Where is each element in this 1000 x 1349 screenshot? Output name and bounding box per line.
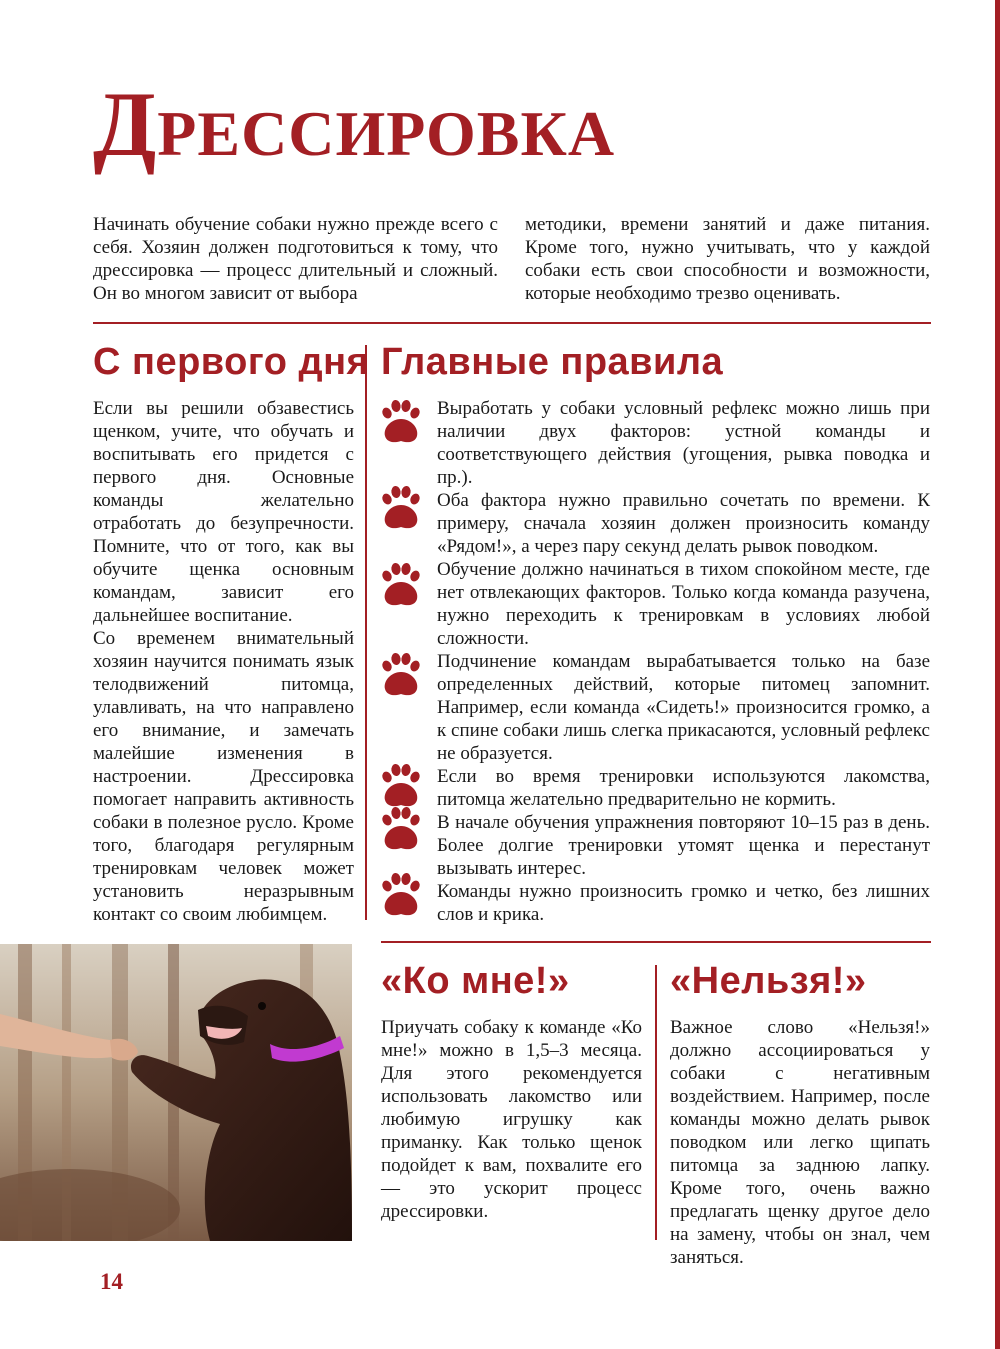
rule-item — [380, 811, 930, 880]
rule-item — [380, 558, 930, 650]
main-rules-list — [380, 397, 930, 926]
divider-top — [93, 322, 931, 324]
rule-item — [380, 489, 930, 558]
come-here-text: Приучать собаку к команде «Ко мне!» можно в 1,5–3 месяца. Для этого рекомендуется использовать лакомство или любимую игрушку как приманку. Как только щенок подойдет к вам, похвалите его — это ускорит процесс дрессировки. — [381, 1017, 642, 1222]
come-here-heading: «Ко мне!» — [381, 960, 570, 1002]
page-number: 14 — [100, 1269, 123, 1294]
divider-bottom — [381, 941, 931, 943]
page-edge-stripe — [995, 0, 1000, 1349]
first-day-paragraph: Со временем внимательный хозяин научится понимать язык телодвижений питомца, улавливать, на что направлено его внимание, и замечать малейшие изменения в настроении. Дрессировка помогает направить активность собаки в полезное русло. Кроме того, благодаря регулярным тренировкам человек может установить неразрывным контакт со своим любимцем. — [93, 628, 354, 925]
paw-icon — [380, 485, 422, 531]
intro-right-text: методики, времени занятий и даже питания. Кроме того, нужно учитывать, что у каждой собаки есть свои способности и возможности, которые необходимо трезво оценивать. — [525, 214, 930, 304]
no-command-text: Важное слово «Нельзя!» должно ассоциироваться у собаки с негативным воздействием. Например, после команды можно делать рывок поводком или легко щипать питомца за заднюю лапку. Кроме того, очень важно предлагать щенку другое дело на замену, чтобы он знал, чем заняться. — [670, 1017, 930, 1268]
paw-icon — [380, 872, 422, 918]
paw-icon — [380, 562, 422, 608]
rule-item — [380, 880, 930, 926]
dog-paw-photo — [0, 944, 352, 1241]
main-rules-heading: Главные правила — [381, 341, 724, 383]
divider-vertical-bottom — [655, 965, 657, 1240]
rule-item — [380, 650, 930, 765]
intro-left-text: Начинать обучение собаки нужно прежде всего с себя. Хозяин должен подготовиться к тому, что дрессировка — процесс длительный и сложный. Он во многом зависит от выбора — [93, 214, 498, 304]
rule-text: Команды нужно произносить громко и четко, без лишних слов и крика. — [437, 881, 930, 925]
rule-item — [380, 765, 930, 811]
rule-item — [380, 397, 930, 489]
rule-text: Оба фактора нужно правильно сочетать по времени. К примеру, сначала хозяин должен произносить команду «Рядом!», а через пару секунд делать рывок поводком. — [437, 490, 930, 557]
paw-icon — [380, 806, 422, 852]
rule-text: Выработать у собаки условный рефлекс можно лишь при наличии двух факторов: устной команды и соответствующего действия (угощения, рывка поводка и пр.). — [437, 398, 930, 488]
first-day-paragraph: Если вы решили обзавестись щенком, учите, что обучать и воспитывать его придется с первого дня. Основные команды желательно отработать до безупречности. Помните, что от того, как вы обучите щенка основным командам, зависит его дальнейшее воспитание. — [93, 398, 354, 626]
paw-icon — [380, 763, 422, 809]
first-day-section — [93, 397, 354, 926]
rule-text: В начале обучения упражнения повторяют 10–15 раз в день. Более долгие тренировки утомят щенка и перестанут вызывать интерес. — [437, 812, 930, 879]
rule-text: Обучение должно начинаться в тихом спокойном месте, где нет отвлекающих факторов. Только когда команда разучена, нужно переходить к тренировкам в условиях любой сложности. — [437, 559, 930, 649]
rule-text: Подчинение командам вырабатывается только на базе определенных действий, которые питомец запомнит. Например, если команда «Сидеть!» произносится громко, а к спине собаки лишь слегка прикасаются, условный рефлекс не образуется. — [437, 651, 930, 764]
no-command-heading: «Нельзя!» — [670, 960, 867, 1002]
rule-text: Если во время тренировки используются лакомства, питомца желательно предварительно не кормить. — [437, 766, 930, 810]
paw-icon — [380, 399, 422, 445]
page-title: Дрессировка — [93, 73, 616, 175]
divider-vertical-middle — [365, 345, 367, 920]
paw-icon — [380, 652, 422, 698]
first-day-heading: С первого дня — [93, 341, 370, 383]
